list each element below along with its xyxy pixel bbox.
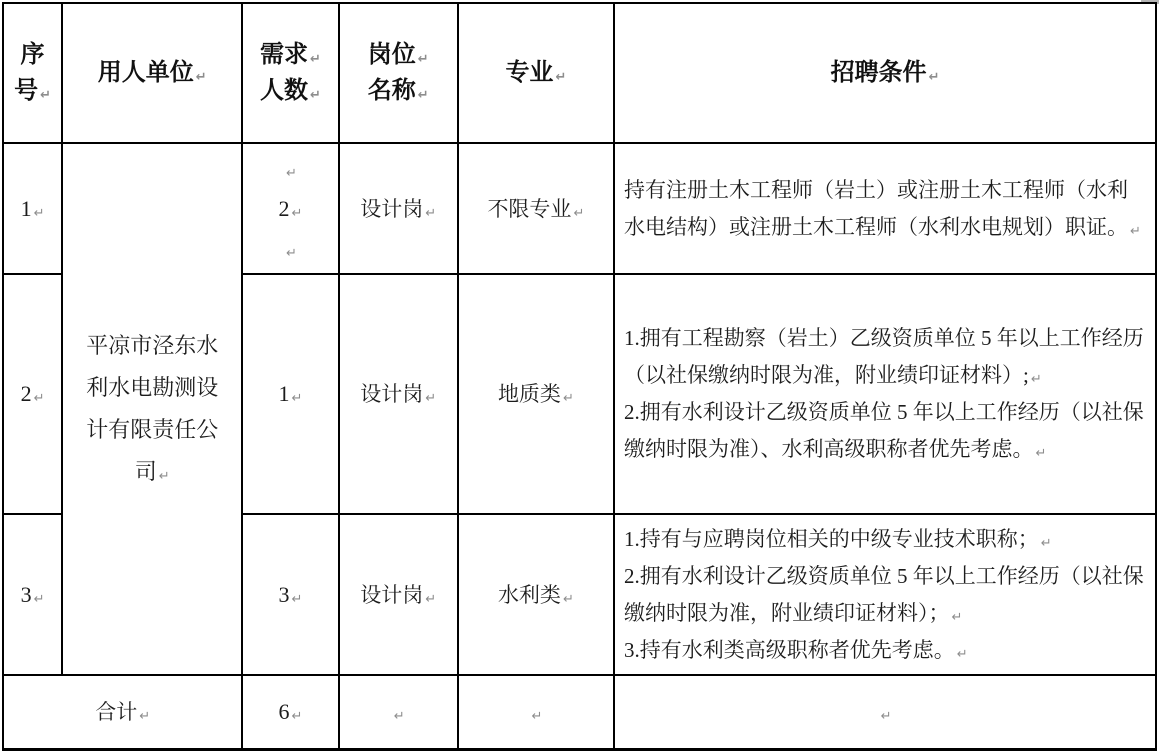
row1-conditions-cell <box>614 143 1156 274</box>
paragraph-mark-icon: ↵ <box>286 245 297 261</box>
paragraph-mark-icon: ↵ <box>555 70 567 85</box>
paragraph-mark-icon: ↵ <box>139 708 151 724</box>
paragraph-mark-icon: ↵ <box>562 591 574 607</box>
paragraph-mark-icon: ↵ <box>33 391 45 406</box>
row2-serial-cell: 2 ↵ <box>3 274 62 514</box>
paragraph-mark-icon: ↵ <box>393 708 405 724</box>
empty-paragraph <box>243 229 337 269</box>
paragraph-mark-icon: ↵ <box>291 205 303 221</box>
empty-paragraph <box>243 149 337 189</box>
recruitment-table <box>2 2 1157 751</box>
paragraph-mark-icon: ↵ <box>1040 535 1052 551</box>
paragraph-mark-icon: ↵ <box>425 205 437 221</box>
row2-major-cell: 地质类 ↵ <box>458 274 614 514</box>
paragraph-mark-icon: ↵ <box>1035 446 1047 461</box>
header-cell-serial <box>3 3 62 143</box>
header-post-line1: 岗位 ↵ <box>367 41 429 68</box>
paragraph-mark-icon: ↵ <box>531 708 543 724</box>
row1-serial-cell: 1 ↵ <box>3 143 62 274</box>
paragraph-mark-icon: ↵ <box>310 52 321 67</box>
paragraph-mark-icon: ↵ <box>310 88 321 103</box>
paragraph-mark-icon: ↵ <box>33 591 45 607</box>
condition-paragraph: 2.拥有水利设计乙级资质单位 5 年以上工作经历（以社保缴纳时限为准）、水利高级职称者优先考虑。 ↵ <box>624 400 1144 461</box>
paragraph-mark-icon: ↵ <box>928 70 940 85</box>
row1-headcount-value: 2 ↵ <box>278 195 303 221</box>
header-cell-headcount <box>242 3 338 143</box>
paragraph-mark-icon: ↵ <box>573 205 585 221</box>
total-major-cell <box>458 675 614 749</box>
row3-headcount-cell: 3 ↵ <box>242 514 338 675</box>
row3-conditions-cell <box>614 514 1156 675</box>
row2-conditions-cell <box>614 274 1156 514</box>
paragraph-mark-icon: ↵ <box>291 708 303 724</box>
paragraph-mark-icon: ↵ <box>291 591 303 607</box>
row3-serial-cell: 3 ↵ <box>3 514 62 675</box>
table-row-1 <box>3 143 1156 274</box>
paragraph-mark-icon: ↵ <box>951 609 963 625</box>
row3-post-cell: 设计岗 ↵ <box>339 514 458 675</box>
header-cell-major: 专业 ↵ <box>458 3 614 143</box>
total-conditions-cell <box>614 675 1156 749</box>
header-serial-line2: 号 ↵ <box>14 77 51 104</box>
row2-headcount-cell: 1 ↵ <box>242 274 338 514</box>
row1-headcount-cell <box>242 143 338 274</box>
paragraph-mark-icon: ↵ <box>33 205 45 221</box>
header-cell-conditions: 招聘条件 ↵ <box>614 3 1156 143</box>
paragraph-mark-icon: ↵ <box>956 646 968 662</box>
paragraph-mark-icon: ↵ <box>40 88 51 103</box>
row1-major-cell: 不限专业 ↵ <box>458 143 614 274</box>
employer-cell <box>62 143 242 675</box>
total-post-cell <box>339 675 458 749</box>
employer-line4: 司 ↵ <box>134 459 170 484</box>
header-cell-employer: 用人单位 ↵ <box>62 3 242 143</box>
paragraph-mark-icon: ↵ <box>562 391 574 406</box>
condition-paragraph: 2.拥有水利设计乙级资质单位 5 年以上工作经历（以社保缴纳时限为准，附业绩印证材料）； ↵ <box>624 563 1144 625</box>
row1-post-cell: 设计岗 ↵ <box>339 143 458 274</box>
paragraph-mark-icon: ↵ <box>158 469 170 484</box>
employer-line2: 利水电勘测设 <box>86 375 219 400</box>
header-headcount-line1: 需求 ↵ <box>260 41 321 68</box>
header-row <box>3 3 1156 143</box>
condition-paragraph: 1.拥有工程勘察（岩土）乙级资质单位 5 年以上工作经历（以社保缴纳时限为准，附业绩印证材料）; ↵ <box>624 326 1144 387</box>
total-label-cell: 合计 ↵ <box>3 675 242 749</box>
total-headcount-cell: 6 ↵ <box>242 675 338 749</box>
row3-major-cell: 水利类 ↵ <box>458 514 614 675</box>
paragraph-mark-icon: ↵ <box>1030 372 1042 387</box>
header-headcount-line2: 人数 ↵ <box>260 77 321 104</box>
employer-line1: 平凉市泾东水 <box>86 333 219 358</box>
paragraph-mark-icon: ↵ <box>417 88 429 103</box>
header-post-line2: 名称 ↵ <box>367 77 429 104</box>
employer-line3: 计有限责任公 <box>86 417 219 442</box>
paragraph-mark-icon: ↵ <box>286 165 297 181</box>
condition-paragraph: 持有注册土木工程师（岩土）或注册土木工程师（水利水电结构）或注册土木工程师（水利水电规划）职证。 ↵ <box>624 177 1141 239</box>
condition-paragraph: 1.持有与应聘岗位相关的中级专业技术职称； ↵ <box>624 526 1052 551</box>
header-cell-post <box>339 3 458 143</box>
header-serial-line1: 序 <box>20 41 45 68</box>
paragraph-mark-icon: ↵ <box>291 391 303 406</box>
paragraph-mark-icon: ↵ <box>1130 223 1141 239</box>
row2-post-cell: 设计岗 ↵ <box>339 274 458 514</box>
paragraph-mark-icon: ↵ <box>880 708 892 724</box>
paragraph-mark-icon: ↵ <box>417 52 429 67</box>
total-row <box>3 675 1156 749</box>
condition-paragraph: 3.持有水利类高级职称者优先考虑。 ↵ <box>624 637 968 662</box>
paragraph-mark-icon: ↵ <box>195 70 207 85</box>
paragraph-mark-icon: ↵ <box>425 591 437 607</box>
paragraph-mark-icon: ↵ <box>425 391 437 406</box>
